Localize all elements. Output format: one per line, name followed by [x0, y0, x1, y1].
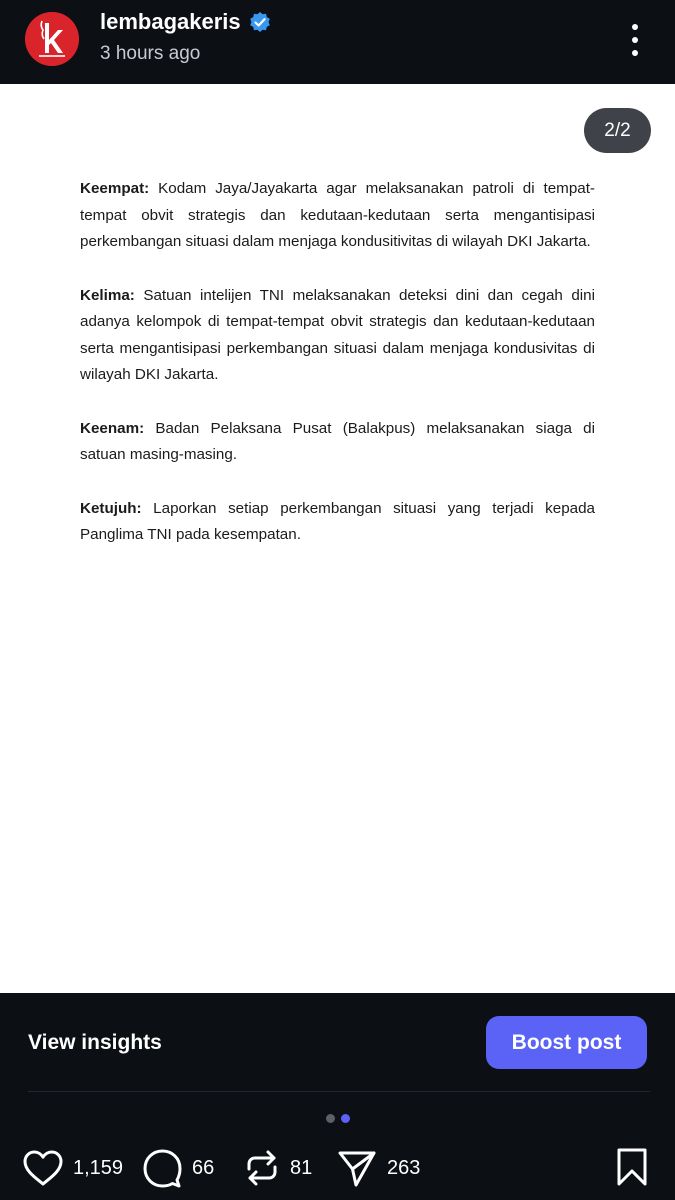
paragraph-body: Satuan intelijen TNI melaksanakan deteksi dini dan cegah dini adanya kelompok di tempat-tempat obvit strategis dan kedutaan-kedutaan serta mengantisipasi perkembangan situasi dalam menjaga kondusivitas di wilayah DKI Jakarta. [80, 286, 595, 383]
more-dot [632, 50, 638, 56]
comment-icon [141, 1147, 183, 1189]
avatar[interactable] [25, 12, 79, 66]
document-text [80, 176, 595, 576]
verified-badge-icon [248, 10, 272, 34]
more-dot [632, 37, 638, 43]
paragraph-body: Laporkan setiap perkembangan situasi yang terjadi kepada Panglima TNI pada kesempatan. [80, 499, 595, 543]
k-logo-icon [25, 12, 79, 66]
paragraph-body: Badan Pelaksana Pusat (Balakpus) melaksanakan siaga di satuan masing-masing. [80, 419, 595, 463]
comment-count: 66 [192, 1156, 215, 1179]
paragraph-keenam [80, 416, 595, 469]
carousel-indicator [326, 1114, 350, 1123]
boost-post-button[interactable]: Boost post [486, 1016, 647, 1069]
paragraph-keempat [80, 176, 595, 256]
view-insights-link[interactable]: View insights [28, 1031, 162, 1054]
paragraph-body: Kodam Jaya/Jayakarta agar melaksanakan patroli di tempat-tempat obvit strategis dan kedutaan-kedutaan serta mengantisipasi perkembangan situasi dalam menjaga kondusitivitas di wilayah DKI Jakarta. [80, 180, 595, 250]
bookmark-button[interactable] [614, 1147, 650, 1192]
bookmark-icon [614, 1147, 650, 1187]
repost-icon [243, 1147, 281, 1189]
page-indicator: 2/2 [584, 108, 651, 153]
share-button[interactable] [336, 1145, 420, 1191]
paragraph-kelima [80, 283, 595, 389]
share-count: 263 [387, 1156, 421, 1179]
paragraph-label: Ketujuh: [80, 499, 142, 517]
paragraph-label: Kelima: [80, 286, 135, 304]
more-options-icon[interactable] [620, 20, 650, 60]
post-header [0, 0, 675, 84]
username-row[interactable] [100, 9, 272, 35]
divider [28, 1091, 650, 1092]
like-button[interactable] [22, 1145, 123, 1191]
carousel-dot-2-active [341, 1114, 350, 1123]
comment-button[interactable] [141, 1145, 214, 1191]
paragraph-ketujuh [80, 496, 595, 549]
share-icon [336, 1147, 378, 1189]
repost-count: 81 [290, 1156, 313, 1179]
action-bar [0, 1145, 675, 1191]
repost-button[interactable] [243, 1145, 312, 1191]
like-count: 1,159 [73, 1156, 124, 1179]
more-dot [632, 24, 638, 30]
post-footer [0, 993, 675, 1200]
post-image[interactable] [0, 84, 675, 993]
heart-icon [22, 1149, 64, 1187]
post-timestamp: 3 hours ago [100, 43, 201, 64]
username[interactable]: lembagakeris [100, 9, 241, 34]
paragraph-label: Keenam: [80, 419, 145, 437]
carousel-dot-1 [326, 1114, 335, 1123]
paragraph-label: Keempat: [80, 180, 150, 197]
